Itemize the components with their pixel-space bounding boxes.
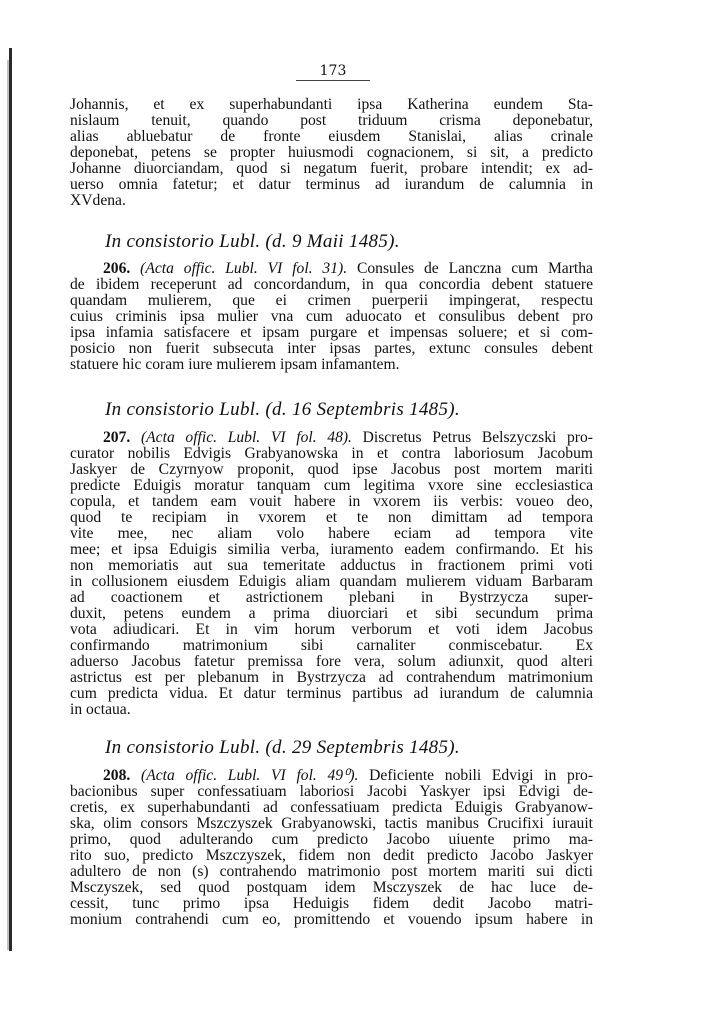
text-line: nislaum tenuit, quando post triduum crisma deponebatur, [70, 112, 593, 129]
text-line: Jaskyer de Czyrnyow proponit, quod ipse Jacobus post mortem mariti [70, 461, 593, 478]
text-line: Msczyszek, sed quod postquam idem Msczyszek de hac luce de- [70, 879, 593, 896]
text-line: rito suo, predicto Mszczyszek, fidem non dedit predicto Jacobo Jaskyer [70, 847, 593, 864]
entry-number: 208. [103, 767, 131, 784]
text-line: quod te recipiam in vxorem et te non dimittam ad tempora [70, 509, 593, 526]
entry-number: 206. [103, 260, 131, 277]
text-line: cessit, tunc primo ipsa Heduigis fidem dedit Jacobo matri- [70, 895, 593, 912]
text-line: primo, quod adulterando cum predicto Jacobo uiuente primo ma- [70, 831, 593, 848]
text-line: in collusionem eiusdem Eduigis aliam quandam mulierem viduam Barbaram [70, 573, 593, 590]
text-line: uerso omnia fatetur; et datur terminus ad iurandum de calumnia in [70, 176, 593, 193]
page-number-rule [296, 80, 370, 81]
text-line: copula, et tandem eam vouit habere in vxorem iis verbis: voueo deo, [70, 493, 593, 510]
entry-text: Deficiente nobili Edvigi in pro- [369, 767, 594, 784]
scan-left-shadow [7, 60, 9, 950]
text-line: ad coactionem et astrictionem plebani in Bystrzycza super- [70, 589, 593, 606]
section-heading: In consistorio Lubl. (d. 16 Septembris 1485). [105, 399, 460, 420]
text-line: adultero de non (s) contrahendo matrimonio post mortem mariti sui dicti [70, 863, 593, 880]
text-line: statuere hic coram iure mulierem ipsam infamantem. [70, 356, 400, 373]
section-heading: In consistorio Lubl. (d. 9 Maii 1485). [105, 231, 400, 252]
text-line: duxit, petens eundem a prima diuorciari et sibi secundum prima [70, 605, 593, 622]
entry-source: (Acta offic. Lubl. VI fol. 31). [140, 260, 348, 277]
text-line: de ibidem receperunt ad concordandum, in qua concordia debent statuere [70, 276, 593, 293]
text-line: ipsa infamia satisfacere et ipsam purgare et impensas soluere; et si com- [70, 324, 593, 341]
text-line: bacionibus super confessatiuam laboriosi Jacobi Yaskyer ipsi Edvigi de- [70, 783, 593, 800]
text-line: deponebat, petens se propter huiusmodi cognacionem, si sit, a predicto [70, 144, 593, 161]
text-line: astrictus est per plebanum in Bystrzycza ad contrahendum matrimonium [70, 669, 593, 686]
text-line: cretis, ex superhabundanti ad confessatiuam predicta Eduigis Grabyanow- [70, 799, 593, 816]
text-line: confirmando matrimonium sibi carnaliter conmiscebatur. Ex [70, 637, 593, 654]
text-line: predicte Eduigis moratur tanquam cum legitima vxore sine ecclesiastica [70, 477, 593, 494]
entry-first-line [103, 768, 593, 784]
text-line: Johanne diuorciandam, quod si negatum fuerit, probare intendit; ex ad- [70, 160, 593, 177]
text-line: monium contrahendi cum eo, promittendo et vouendo ipsum habere in [70, 911, 593, 928]
text-line: cuius criminis ipsa mulier vna cum aduocato et consulibus debent pro [70, 308, 593, 325]
text-line: non memoriatis aut sua temeritate adductus in fractionem primi voti [70, 557, 593, 574]
text-line: aduerso Jacobus fatetur premissa fore vera, solum adiunxit, quod alteri [70, 653, 593, 670]
text-line: posicio non fuerit subsecuta inter ipsas partes, extunc consules debent [70, 340, 593, 357]
text-line: in octaua. [70, 701, 131, 718]
text-line: ska, olim consors Mszczyszek Grabyanowski, tactis manibus Crucifixi iurauit [70, 815, 593, 832]
text-line: curator nobilis Edvigis Grabyanowska in et contra laboriosum Jacobum [70, 445, 593, 462]
text-line: quandam mulierem, que ei crimen puerperii impingerat, respectu [70, 292, 593, 309]
page-number: 173 [319, 63, 347, 79]
entry-first-line [103, 430, 593, 446]
text-line: vota adiudicari. Et in vim horum verborum et voti idem Jacobus [70, 621, 593, 638]
entry-number: 207. [103, 429, 131, 446]
text-line: Johannis, et ex superhabundanti ipsa Katherina eundem Sta- [70, 96, 593, 113]
entry-text: Discretus Petrus Belszyczski pro- [362, 429, 593, 446]
text-line: mee; et ipsa Eduigis similia verba, iuramento eadem confirmando. Et his [70, 541, 593, 558]
entry-text: Consules de Lanczna cum Martha [356, 260, 593, 277]
section-heading: In consistorio Lubl. (d. 29 Septembris 1485). [105, 737, 460, 758]
entry-source: (Acta offic. Lubl. VI fol. 48). [140, 429, 352, 446]
text-line: vite mee, nec aliam volo habere eciam ad tempora vite [70, 525, 593, 542]
scan-left-border [9, 48, 12, 951]
text-line: cum predicta vidua. Et datur terminus partibus ad iurandum de calumnia [70, 685, 593, 702]
entry-first-line [103, 261, 593, 277]
entry-source: (Acta offic. Lubl. VI fol. 49⁰). [141, 767, 359, 784]
text-line: alias abluebatur de fronte eiusdem Stanislai, alias crinale [70, 128, 593, 145]
text-line: XVdena. [70, 192, 126, 209]
